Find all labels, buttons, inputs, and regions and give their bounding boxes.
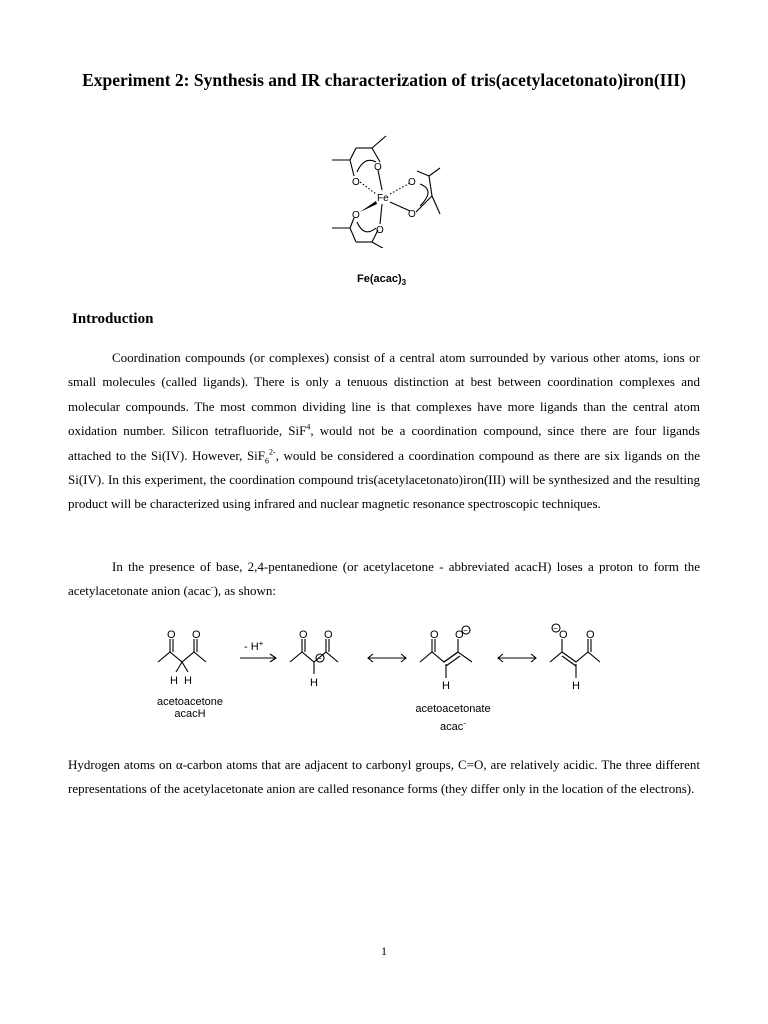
reagent-label: - H+ xyxy=(244,639,264,653)
acac-reaction-scheme xyxy=(148,622,618,702)
oxygen-label: O xyxy=(559,629,568,641)
oxygen-label: O xyxy=(455,629,464,641)
oxygen-label: O xyxy=(586,629,595,641)
iron-label: Fe xyxy=(377,193,389,204)
oxygen-label: O xyxy=(324,629,333,641)
caption-text: Fe(acac) xyxy=(357,273,402,285)
hydrogen-label: H xyxy=(442,680,450,692)
hydrogen-label: H xyxy=(170,675,178,687)
oxygen-label: O xyxy=(408,177,416,188)
document-title: Experiment 2: Synthesis and IR characterization of tris(acetylacetonato)iron(III) xyxy=(82,70,686,90)
acac-anion-label: acetoacetonate acac- xyxy=(415,703,491,733)
oxygen-label: O xyxy=(408,209,416,220)
oxygen-label: O xyxy=(192,629,201,641)
acach-label: acetoacetone acacH xyxy=(156,696,224,720)
oxygen-label: O xyxy=(352,210,360,221)
oxygen-label: O xyxy=(430,629,439,641)
hydrogen-label: H xyxy=(310,677,318,689)
paragraph-deprotonation: In the presence of base, 2,4-pentanedione (or acetylacetone - abbreviated acacH) loses a proton to form the acetylacetonate anion (acac-), as shown: xyxy=(68,559,700,599)
charge-label: − xyxy=(463,626,468,635)
hydrogen-label: H xyxy=(572,680,580,692)
oxygen-label: O xyxy=(299,629,308,641)
page-number: 1 xyxy=(381,944,387,958)
oxygen-label: O xyxy=(167,629,176,641)
caption-subscript: 3 xyxy=(401,278,407,288)
charge-label: − xyxy=(553,624,558,633)
structure-caption xyxy=(357,273,407,288)
section-heading: Introduction xyxy=(72,311,154,327)
charge-label: − xyxy=(317,654,322,663)
oxygen-label: O xyxy=(374,162,382,173)
hydrogen-label: H xyxy=(184,675,192,687)
oxygen-label: O xyxy=(376,225,384,236)
paragraph-resonance: Hydrogen atoms on α-carbon atoms that are adjacent to carbonyl groups, C=O, are relatively acidic. The three different representations of the acetylacetonate anion are called resonance forms (they differ only in the location of the electrons). xyxy=(68,757,700,797)
paragraph-coordination: Coordination compounds (or complexes) consist of a central atom surrounded by various other atoms, ions or small molecules (called ligands). There is only a tenuous distinction at best between coordination complexes and molecular compounds. The most common dividing line is that complexes have more ligands than the central atom oxidation number. Silicon tetrafluoride, SiF$^4$, would not be a coordination compound, since there are four ligands attached to the Si(IV). However, SiF$_6^{2-}$, would be considered a coordination compound as there are six ligands on the Si(IV). In this experiment, the coordination compound tris(acetylacetonato)iron(III) will be synthesized and the resulting product will be characterized using infrared and nuclear magnetic resonance spectroscopic techniques. xyxy=(68,350,700,512)
fe-acac3-structure xyxy=(320,128,450,248)
oxygen-label: O xyxy=(352,177,360,188)
